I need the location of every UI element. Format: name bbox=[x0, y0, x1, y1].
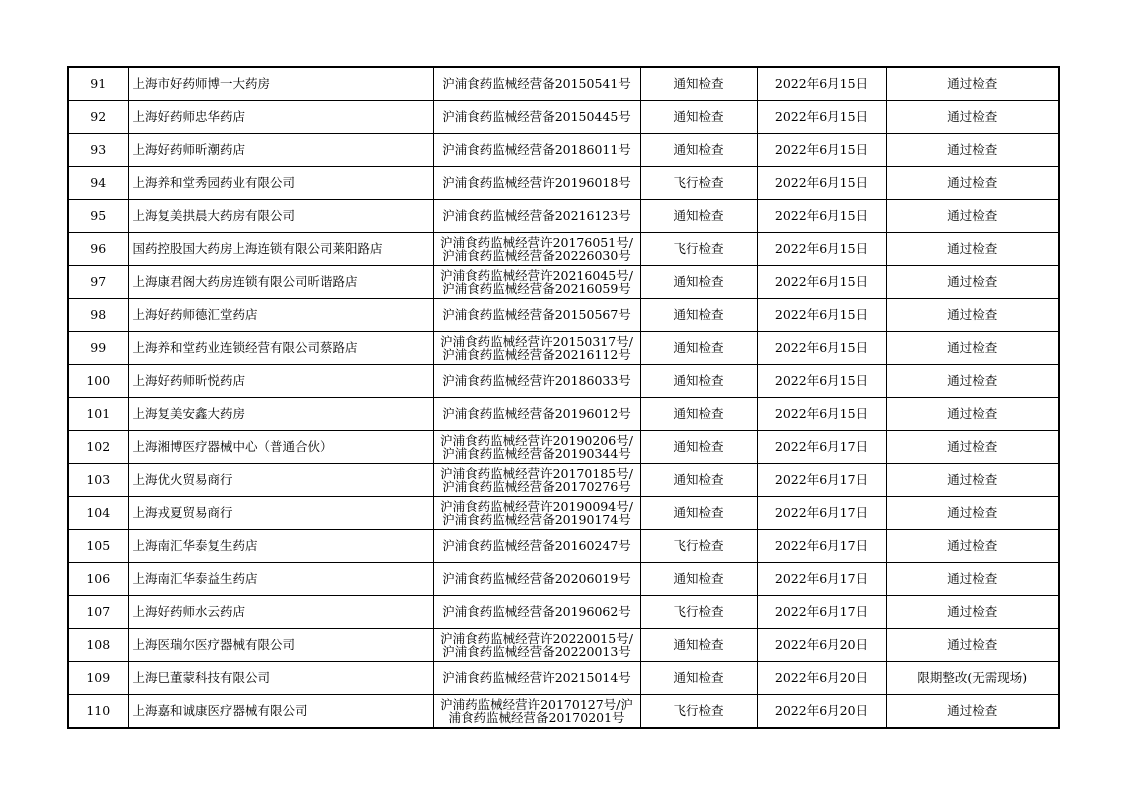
serial-number-cell: 105 bbox=[68, 529, 128, 562]
table-row bbox=[68, 364, 1059, 397]
inspection-date-cell: 2022年6月15日 bbox=[757, 166, 886, 199]
inspection-type-cell: 飞行检查 bbox=[640, 694, 757, 727]
serial-number-cell: 92 bbox=[68, 100, 128, 133]
license-number-cell bbox=[433, 628, 640, 661]
company-name-cell: 上海复美拱晨大药房有限公司 bbox=[128, 199, 433, 232]
company-name-cell: 上海巳董蒙科技有限公司 bbox=[128, 661, 433, 694]
license-number-cell bbox=[433, 133, 640, 166]
inspection-type-cell: 通知检查 bbox=[640, 397, 757, 430]
table-row bbox=[68, 298, 1059, 331]
table-row bbox=[68, 562, 1059, 595]
table-row bbox=[68, 529, 1059, 562]
inspection-type-cell: 通知检查 bbox=[640, 562, 757, 595]
license-number-cell bbox=[433, 298, 640, 331]
license-number-line: 沪浦食药监械经营备20160247号 bbox=[442, 538, 631, 554]
inspection-result-cell: 通过检查 bbox=[886, 166, 1059, 199]
serial-number-cell: 106 bbox=[68, 562, 128, 595]
license-number-line: 沪浦食药监械经营许20215014号 bbox=[442, 670, 631, 686]
inspection-type-cell: 通知检查 bbox=[640, 364, 757, 397]
inspection-type-cell: 飞行检查 bbox=[640, 595, 757, 628]
serial-number-cell: 96 bbox=[68, 232, 128, 265]
serial-number-cell: 107 bbox=[68, 595, 128, 628]
inspection-type-cell: 通知检查 bbox=[640, 661, 757, 694]
license-number-line: 沪浦食药监械经营许20150317号/ bbox=[440, 333, 633, 349]
serial-number-cell: 91 bbox=[68, 67, 128, 100]
company-name-cell: 国药控股国大药房上海连锁有限公司莱阳路店 bbox=[128, 232, 433, 265]
company-name-cell: 上海好药师昕潮药店 bbox=[128, 133, 433, 166]
company-name-cell: 上海优火贸易商行 bbox=[128, 463, 433, 496]
inspection-result-cell: 通过检查 bbox=[886, 199, 1059, 232]
inspection-result-cell: 通过检查 bbox=[886, 397, 1059, 430]
company-name-cell: 上海康君阁大药房连锁有限公司昕谐路店 bbox=[128, 265, 433, 298]
table-row bbox=[68, 496, 1059, 529]
inspection-result-cell: 通过检查 bbox=[886, 628, 1059, 661]
table-row bbox=[68, 166, 1059, 199]
license-number-line: 沪浦食药监械经营备20170276号 bbox=[442, 478, 631, 494]
company-name-cell: 上海南汇华泰益生药店 bbox=[128, 562, 433, 595]
serial-number-cell: 94 bbox=[68, 166, 128, 199]
inspection-type-cell: 飞行检查 bbox=[640, 166, 757, 199]
license-number-cell bbox=[433, 100, 640, 133]
inspection-result-cell: 通过检查 bbox=[886, 496, 1059, 529]
company-name-cell: 上海好药师昕悦药店 bbox=[128, 364, 433, 397]
inspection-result-cell: 通过检查 bbox=[886, 100, 1059, 133]
table-row bbox=[68, 100, 1059, 133]
inspection-date-cell: 2022年6月17日 bbox=[757, 562, 886, 595]
inspection-date-cell: 2022年6月15日 bbox=[757, 331, 886, 364]
inspection-date-cell: 2022年6月17日 bbox=[757, 595, 886, 628]
inspection-type-cell: 通知检查 bbox=[640, 67, 757, 100]
license-number-line: 沪浦食药监械经营许20176051号/ bbox=[440, 234, 633, 250]
serial-number-cell: 101 bbox=[68, 397, 128, 430]
company-name-cell: 上海养和堂药业连锁经营有限公司蔡路店 bbox=[128, 331, 433, 364]
inspection-date-cell: 2022年6月15日 bbox=[757, 298, 886, 331]
license-number-cell bbox=[433, 199, 640, 232]
license-number-line: 沪浦食药监械经营许20186033号 bbox=[442, 373, 631, 389]
inspection-type-cell: 通知检查 bbox=[640, 628, 757, 661]
serial-number-cell: 99 bbox=[68, 331, 128, 364]
table-row bbox=[68, 397, 1059, 430]
inspection-type-cell: 通知检查 bbox=[640, 100, 757, 133]
inspection-type-cell: 通知检查 bbox=[640, 463, 757, 496]
license-number-line: 沪浦食药监械经营备20196012号 bbox=[442, 406, 631, 422]
license-number-line: 沪浦食药监械经营许20170185号/ bbox=[440, 465, 633, 481]
table-row bbox=[68, 694, 1059, 727]
table-row bbox=[68, 661, 1059, 694]
inspection-table bbox=[67, 66, 1060, 729]
license-number-cell bbox=[433, 694, 640, 727]
table-row bbox=[68, 199, 1059, 232]
license-number-cell bbox=[433, 265, 640, 298]
license-number-line: 沪浦食药监械经营许20220015号/ bbox=[440, 630, 633, 646]
license-number-line: 浦食药监械经营备20170201号 bbox=[448, 709, 625, 725]
license-number-cell bbox=[433, 166, 640, 199]
company-name-cell: 上海南汇华泰复生药店 bbox=[128, 529, 433, 562]
inspection-type-cell: 通知检查 bbox=[640, 331, 757, 364]
inspection-result-cell: 限期整改(无需现场) bbox=[886, 661, 1059, 694]
license-number-cell bbox=[433, 331, 640, 364]
company-name-cell: 上海湘博医疗器械中心（普通合伙） bbox=[128, 430, 433, 463]
license-number-cell bbox=[433, 562, 640, 595]
inspection-date-cell: 2022年6月20日 bbox=[757, 661, 886, 694]
inspection-date-cell: 2022年6月20日 bbox=[757, 628, 886, 661]
license-number-line: 沪浦食药监械经营备20186011号 bbox=[442, 142, 631, 158]
inspection-date-cell: 2022年6月15日 bbox=[757, 133, 886, 166]
serial-number-cell: 102 bbox=[68, 430, 128, 463]
license-number-line: 沪浦药监械经营许20170127号/沪 bbox=[440, 696, 633, 712]
license-number-cell bbox=[433, 397, 640, 430]
license-number-line: 沪浦食药监械经营备20216123号 bbox=[442, 208, 631, 224]
inspection-type-cell: 通知检查 bbox=[640, 496, 757, 529]
license-number-cell bbox=[433, 496, 640, 529]
license-number-cell bbox=[433, 430, 640, 463]
company-name-cell: 上海好药师忠华药店 bbox=[128, 100, 433, 133]
license-number-line: 沪浦食药监械经营许20190094号/ bbox=[440, 498, 633, 514]
serial-number-cell: 93 bbox=[68, 133, 128, 166]
company-name-cell: 上海嘉和诚康医疗器械有限公司 bbox=[128, 694, 433, 727]
company-name-cell: 上海医瑞尔医疗器械有限公司 bbox=[128, 628, 433, 661]
table-row bbox=[68, 67, 1059, 100]
license-number-cell bbox=[433, 595, 640, 628]
table-row bbox=[68, 595, 1059, 628]
inspection-date-cell: 2022年6月15日 bbox=[757, 265, 886, 298]
inspection-date-cell: 2022年6月15日 bbox=[757, 397, 886, 430]
license-number-line: 沪浦食药监械经营备20190344号 bbox=[442, 445, 631, 461]
license-number-line: 沪浦食药监械经营许20196018号 bbox=[442, 175, 631, 191]
license-number-cell bbox=[433, 364, 640, 397]
inspection-date-cell: 2022年6月15日 bbox=[757, 364, 886, 397]
inspection-date-cell: 2022年6月17日 bbox=[757, 496, 886, 529]
license-number-line: 沪浦食药监械经营备20190174号 bbox=[442, 511, 631, 527]
serial-number-cell: 104 bbox=[68, 496, 128, 529]
license-number-line: 沪浦食药监械经营备20216059号 bbox=[442, 280, 631, 296]
inspection-result-cell: 通过检查 bbox=[886, 562, 1059, 595]
license-number-cell bbox=[433, 232, 640, 265]
company-name-cell: 上海戎夏贸易商行 bbox=[128, 496, 433, 529]
license-number-line: 沪浦食药监械经营许20190206号/ bbox=[440, 432, 633, 448]
inspection-result-cell: 通过检查 bbox=[886, 595, 1059, 628]
table-row bbox=[68, 232, 1059, 265]
inspection-type-cell: 通知检查 bbox=[640, 133, 757, 166]
license-number-cell bbox=[433, 661, 640, 694]
serial-number-cell: 109 bbox=[68, 661, 128, 694]
table-row bbox=[68, 265, 1059, 298]
company-name-cell: 上海市好药师博一大药房 bbox=[128, 67, 433, 100]
inspection-type-cell: 通知检查 bbox=[640, 298, 757, 331]
inspection-date-cell: 2022年6月15日 bbox=[757, 100, 886, 133]
serial-number-cell: 95 bbox=[68, 199, 128, 232]
inspection-date-cell: 2022年6月17日 bbox=[757, 529, 886, 562]
inspection-type-cell: 通知检查 bbox=[640, 265, 757, 298]
serial-number-cell: 100 bbox=[68, 364, 128, 397]
inspection-date-cell: 2022年6月15日 bbox=[757, 232, 886, 265]
inspection-type-cell: 通知检查 bbox=[640, 199, 757, 232]
license-number-line: 沪浦食药监械经营备20150541号 bbox=[442, 76, 631, 92]
inspection-result-cell: 通过检查 bbox=[886, 529, 1059, 562]
inspection-date-cell: 2022年6月17日 bbox=[757, 463, 886, 496]
inspection-result-cell: 通过检查 bbox=[886, 298, 1059, 331]
license-number-line: 沪浦食药监械经营备20150567号 bbox=[442, 307, 631, 323]
table-row bbox=[68, 628, 1059, 661]
license-number-line: 沪浦食药监械经营许20216045号/ bbox=[440, 267, 633, 283]
license-number-line: 沪浦食药监械经营备20220013号 bbox=[442, 643, 631, 659]
inspection-result-cell: 通过检查 bbox=[886, 67, 1059, 100]
inspection-result-cell: 通过检查 bbox=[886, 364, 1059, 397]
serial-number-cell: 110 bbox=[68, 694, 128, 727]
company-name-cell: 上海养和堂秀园药业有限公司 bbox=[128, 166, 433, 199]
inspection-result-cell: 通过检查 bbox=[886, 133, 1059, 166]
serial-number-cell: 97 bbox=[68, 265, 128, 298]
license-number-line: 沪浦食药监械经营备20216112号 bbox=[442, 346, 631, 362]
license-number-line: 沪浦食药监械经营备20150445号 bbox=[442, 109, 631, 125]
company-name-cell: 上海复美安鑫大药房 bbox=[128, 397, 433, 430]
license-number-cell bbox=[433, 67, 640, 100]
inspection-date-cell: 2022年6月15日 bbox=[757, 67, 886, 100]
inspection-date-cell: 2022年6月17日 bbox=[757, 430, 886, 463]
serial-number-cell: 98 bbox=[68, 298, 128, 331]
serial-number-cell: 108 bbox=[68, 628, 128, 661]
license-number-line: 沪浦食药监械经营备20206019号 bbox=[442, 571, 631, 587]
license-number-cell bbox=[433, 529, 640, 562]
license-number-cell bbox=[433, 463, 640, 496]
inspection-result-cell: 通过检查 bbox=[886, 430, 1059, 463]
inspection-date-cell: 2022年6月15日 bbox=[757, 199, 886, 232]
inspection-result-cell: 通过检查 bbox=[886, 694, 1059, 727]
inspection-result-cell: 通过检查 bbox=[886, 463, 1059, 496]
license-number-line: 沪浦食药监械经营备20226030号 bbox=[442, 247, 631, 263]
inspection-result-cell: 通过检查 bbox=[886, 232, 1059, 265]
license-number-line: 沪浦食药监械经营备20196062号 bbox=[442, 604, 631, 620]
inspection-date-cell: 2022年6月20日 bbox=[757, 694, 886, 727]
inspection-type-cell: 飞行检查 bbox=[640, 232, 757, 265]
inspection-table-body bbox=[68, 67, 1059, 728]
inspection-result-cell: 通过检查 bbox=[886, 265, 1059, 298]
table-row bbox=[68, 463, 1059, 496]
inspection-type-cell: 飞行检查 bbox=[640, 529, 757, 562]
table-row bbox=[68, 133, 1059, 166]
serial-number-cell: 103 bbox=[68, 463, 128, 496]
company-name-cell: 上海好药师水云药店 bbox=[128, 595, 433, 628]
company-name-cell: 上海好药师德汇堂药店 bbox=[128, 298, 433, 331]
table-row bbox=[68, 430, 1059, 463]
inspection-type-cell: 通知检查 bbox=[640, 430, 757, 463]
inspection-result-cell: 通过检查 bbox=[886, 331, 1059, 364]
table-row bbox=[68, 331, 1059, 364]
